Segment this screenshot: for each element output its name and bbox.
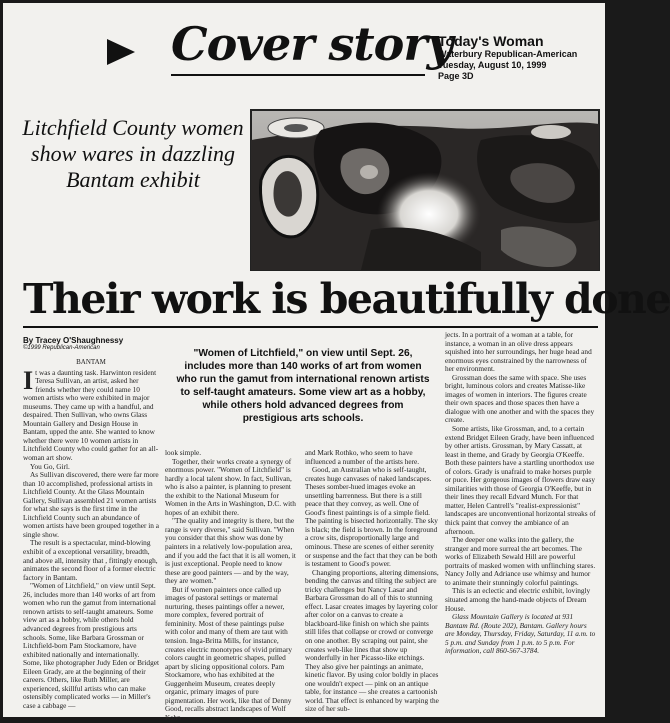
publication-info: [438, 33, 598, 82]
article-paragraph: It was a daunting task. Harwinton resident Teresa Sullivan, an artist, asked her friends whether they could name 10 women artists who were exhibited in major museums. They came up with a handful, and despaired. Then Sullivan, who owns Glass Mountain Gallery and Design House in Bantam, upped the ante. She wanted to know whether there were 10 women artists in Litchfield County who could gather for an all-woman art show.: [23, 365, 159, 463]
copyright-credit: ©1999 Republican-American: [23, 345, 100, 351]
article-paragraph: Some artists, like Grossman, and, to a certain extend Bridget Eileen Grady, have been influenced by other artists. Grossman, by Mary Cassatt, at least in theme, and Grady by Georgia O'Keeffe. Both these painters have a startling unorthodox use of colors. Grady is unafraid to make horses purple or puce. Her gorgeous images of flowers draw easy similarities with those of Georgia O'Keeffe, but in their lines they recall Edvard Munch. For that matter, Helen Cantrell's "realist-expressionist" landscapes are unconventional horizontal streaks of thick paint that convey the ambiance of an afternoon.: [445, 424, 596, 536]
article-column-3: [305, 449, 439, 715]
article-paragraph: The deeper one walks into the gallery, the stranger and more surreal the art becomes. The works of Elizabeth Sewald Hill are powerful portraits of masked women with unflinching stares. Nancy Jolly and Adriance use whimsy and humor to animate their stunningly colorful paintings.: [445, 535, 596, 587]
article-paragraph: The result is a spectacular, mind-blowing exhibit of a exceptional versatility, breadth, and above all, intensity that , fittingly enough, animates the second floor of a former electric factory in Bantam.: [23, 538, 158, 582]
article-paragraph: jects. In a portrait of a woman at a table, for instance, a woman in an olive dress appears squished into her surroundings, her huge head and enormous eyes constrained by the narrowness of her environment.: [445, 330, 592, 374]
article-paragraph: Grossman does the same with space. She uses bright, luminous colors and creates Matisse-like images of women in interiors. The figures create their own spaces and those spaces then have a dialogue with one another and with the spaces they create.: [445, 372, 595, 425]
play-arrow-icon: [107, 39, 135, 65]
page-number: Page 3D: [438, 71, 474, 81]
publication-name: Waterbury Republican-American: [438, 49, 578, 59]
article-paragraph: and Mark Rothko, who seem to have influenced a number of the artists here.: [305, 448, 420, 466]
section-title: Cover story: [171, 17, 453, 71]
artwork-photo: [251, 110, 599, 270]
article-paragraph: As Sullivan discovered, there were far more than 10 accomplished, professional artists in Litchfield County. At the Glass Mountain Gallery, Sullivan assembled 21 women artists for what she says is the first time in the Litchfield County such an abundance of women artists have been grouped together in a single show.: [23, 470, 159, 539]
article-paragraph: "The quality and integrity is there, but the range is very diverse," said Sullivan. "When you consider that this show was done by painters in a relatively low-population area, and if you add the fact that it is all women, it is just exceptional. People need to know these are good painters — and by the way, they are women.": [165, 516, 296, 586]
section-name: Today's Woman: [438, 33, 544, 49]
byline: By Tracey O'Shaughnessy: [23, 336, 124, 345]
kicker: Litchfield County women show wares in dazzling Bantam exhibit: [22, 115, 244, 192]
article-paragraph: This is an eclectic and electric exhibit, lovingly situated among the hand-made objects of Dream House.: [445, 586, 591, 613]
dateline: BANTAM: [76, 358, 106, 366]
article-paragraph: You Go, Girl.: [30, 461, 70, 471]
article-paragraph: Changing proportions, altering dimensions, bending the canvas and tilting the subject are tricky challenges but Nancy Lasar and Barbara Grossman do all of this to stunning effect. Lasar creates images by layering color after color on a canvas to create a blackboard-like finish on which she paints still lifes that collapse or crowd or converge on one another. By scraping out paint, she creates web-like lines that show up wonderfully in her Picasso-like etchings. They also give her paintings an animate, kinetic flavor. By using color boldly in places one wouldn't expect — pink on an antique table, for instance — she creates a cartoonish world. That effect is enhanced by warping the size of her sub-: [305, 567, 439, 714]
article-column-2: [165, 448, 297, 722]
article-paragraph: look simple.: [165, 448, 202, 457]
article-paragraph: Together, their works create a synergy of enormous power. "Women of Litchfield" is hardly a local talent show. In fact, Sullivan, who is also a painter, is planning to present the exhibit to the National Museum for Women in the Arts in Washington, D.C. with hopes of an exhibit there.: [165, 456, 296, 517]
newspaper-page: [3, 3, 670, 722]
section-rule: [171, 74, 425, 76]
publication-date: Tuesday, August 10, 1999: [438, 60, 547, 70]
article-column-1: [23, 358, 159, 713]
article-column-4: [445, 331, 597, 713]
gallery-info: Glass Mountain Gallery is located at 931 Bantam Rd. (Route 202), Bantam. Gallery hours are Monday, Thursday, Friday, Saturday, 11 a.m. to 5 p.m. and Sunday from 1 p.m. to 5 p.m. For information, call 860-567-3784.: [445, 612, 596, 656]
article-paragraph: "Women of Litchfield," on view until Sept. 26, includes more than 140 works of art from women who run the gamut from international renown artists to self-taught amateurs. Some view art as a hobby, while others hold advanced degrees from prestigious arts schools. Some, like Barbara Grossman or Litchfield-born Pam Stockamore, have exhibited nationally and internationally. Some, like photographer Judy Eden or Bridget Eileen Grady, are at the beginning of their careers. Others, like Ruth Miller, are experienced, skillful artists who can make ostensibly complicated works — in Miller's case a cabbage —: [23, 581, 159, 710]
article-paragraph: Good, an Australian who is self-taught, creates huge canvases of naked landscapes. Theses somber-hued images evoke an unsettling barrenness. But there is a still peace that they convey, as well. One of Good's finest paintings is of a simple field. The painting is bisected horizontally. The sky is black; the field is brown. In the foreground a crow sits, disproportionally large and ominous. These are scenes of either serenity or suspense and the fact that they can be both is testament to Good's power.: [305, 465, 438, 569]
headline-rule: [23, 326, 598, 328]
drop-cap: I: [23, 365, 34, 395]
pull-quote: "Women of Litchfield," on view until Sept. 26, includes more than 140 works of art from women who run the gamut from international renown artists to self-taught amateurs. Some view art as a hobby, while others hold advanced degrees from prestigious arts schools.: [176, 348, 430, 424]
article-paragraph: But if women painters once called up images of pastoral settings or maternal nurturing, theses paintings offer a newer, more complex, fevered portrait of femininity. Most of these paintings pulse with color and many of them are taut with tension. Inga-Britta Mills, for instance, creates electric monotypes of vivid primary colors caught in geometric shapes, pulled apart by slicing oppositional colors. Pam Stockamore, who has exhibited at the Guggenheim Museum, creates deeply organic, primary images of pure pigmentation. Her work, like that of Denny Good, recalls abstract landscapes of Wolf Kahn: [165, 584, 293, 722]
headline: Their work is beautifully done: [23, 275, 670, 323]
